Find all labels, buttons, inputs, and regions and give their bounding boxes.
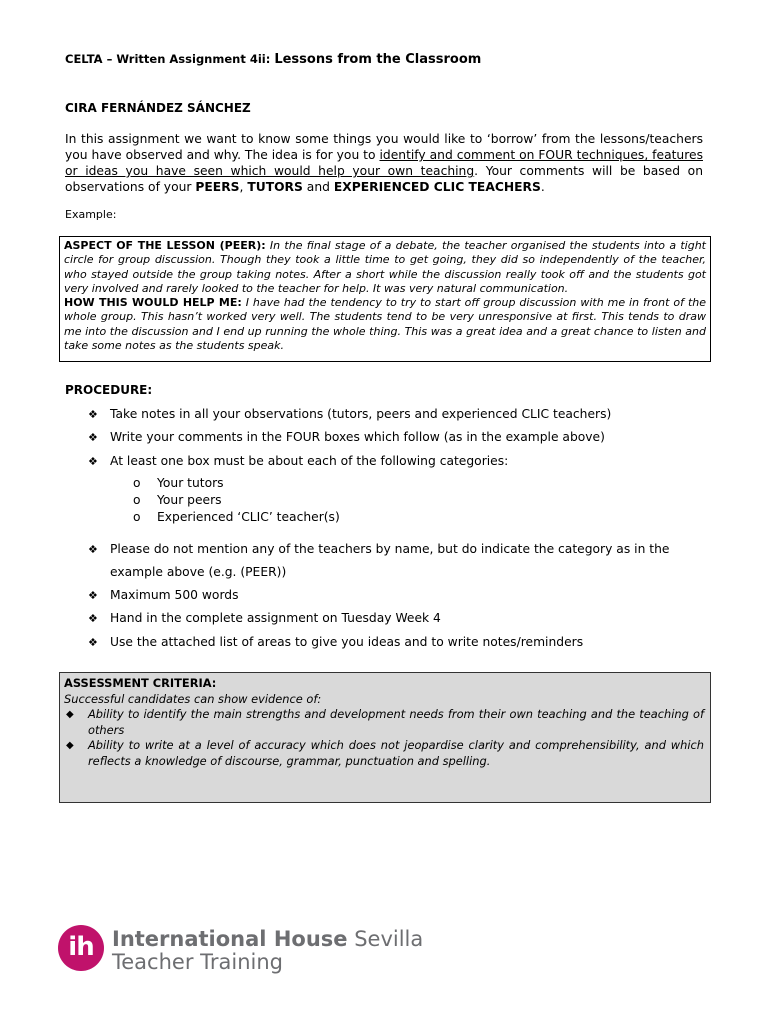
aspect-label: ASPECT OF THE LESSON (PEER):: [64, 239, 266, 252]
sub-list-item-text: Your peers: [157, 493, 222, 507]
title-subtitle: Lessons from the Classroom: [274, 52, 482, 67]
list-item-text: Maximum 500 words: [110, 588, 239, 602]
circle-bullet-icon: o: [133, 510, 141, 524]
author-name: CIRA FERNÁNDEZ SÁNCHEZ: [65, 101, 251, 115]
sub-list-item: [133, 476, 224, 490]
logo-brand: International House: [112, 927, 348, 951]
intro-and: and: [302, 180, 334, 194]
diamond-bullet-icon: ❖: [88, 612, 98, 625]
intro-paragraph: [65, 131, 703, 195]
circle-bullet-icon: o: [133, 493, 141, 507]
intro-clic: EXPERIENCED CLIC TEACHERS: [333, 180, 541, 194]
assessment-box: [59, 672, 711, 803]
criteria-item: [64, 738, 704, 769]
logo-line-1: [112, 927, 423, 951]
list-item: [88, 538, 708, 584]
intro-text-1: In this assignment we want to know some things you would like to ‘borrow’ from the lessons/teachers you have observed and why. The idea is for you to: [65, 132, 703, 162]
assessment-title: ASSESSMENT CRITERIA:: [64, 676, 217, 690]
example-aspect: [64, 239, 706, 296]
diamond-bullet-icon: ❖: [88, 455, 98, 468]
circle-bullet-icon: o: [133, 476, 141, 490]
diamond-bullet-icon: ❖: [88, 408, 98, 421]
sub-list-item: [133, 493, 222, 507]
sub-list-item-text: Experienced ‘CLIC’ teacher(s): [157, 510, 340, 524]
intro-comma: ,: [239, 180, 248, 194]
page-title: [65, 52, 481, 67]
list-item-text: Hand in the complete assignment on Tuesday Week 4: [110, 611, 441, 625]
intro-tutors: TUTORS: [247, 180, 303, 194]
criteria-text: Ability to identify the main strengths and development needs from their own teaching and the teaching of others: [88, 707, 704, 737]
list-item-text: Please do not mention any of the teachers by name, but do indicate the category as in the example above (e.g. (PEER)): [110, 542, 670, 579]
title-prefix: CELTA – Written Assignment 4ii:: [65, 52, 275, 66]
example-label: Example:: [65, 208, 117, 221]
example-help: [64, 296, 706, 353]
list-item-text: Use the attached list of areas to give you ideas and to write notes/reminders: [110, 635, 584, 649]
intro-end: .: [540, 180, 545, 194]
list-item-text: At least one box must be about each of the following categories:: [110, 454, 509, 468]
diamond-bullet-icon: ❖: [88, 589, 98, 602]
diamond-bullet-icon: ❖: [88, 431, 98, 444]
list-item: [88, 607, 708, 630]
procedure-title: PROCEDURE:: [65, 383, 153, 397]
intro-text-2: . Your comments will be based on observations of your: [65, 164, 703, 194]
assessment-intro: Successful candidates can show evidence of:: [64, 691, 322, 706]
aspect-text: In the final stage of a debate, the teacher organised the students into a tight circle for group discussion. Though they took a little time to get going, they did so independently of the teacher, who stayed outside the group taking notes. After a short while the discussion really took off and the students got very involved and rarely looked to the teacher for help. It was very natural communication.: [64, 239, 706, 295]
sub-list-item-text: Your tutors: [157, 476, 224, 490]
list-item: [88, 631, 708, 654]
logo-city: Sevilla: [347, 927, 424, 951]
diamond-bullet-icon: ◆: [66, 740, 74, 752]
list-item: [88, 450, 708, 473]
example-box: [59, 236, 711, 362]
sub-list-item: [133, 510, 340, 524]
assessment-content: [64, 676, 704, 770]
logo-line-2: Teacher Training: [112, 950, 283, 974]
intro-peers: PEERS: [195, 180, 240, 194]
diamond-bullet-icon: ❖: [88, 543, 98, 556]
list-item-text: Take notes in all your observations (tutors, peers and experienced CLIC teachers): [110, 407, 612, 421]
list-item-text: Write your comments in the FOUR boxes which follow (as in the example above): [110, 430, 605, 444]
help-label: HOW THIS WOULD HELP ME:: [64, 296, 242, 310]
diamond-bullet-icon: ◆: [66, 709, 74, 721]
list-item: [88, 584, 708, 607]
list-item: [88, 426, 708, 449]
intro-underlined: identify and comment on FOUR techniques, features or ideas you have seen which would help your own teaching: [65, 148, 703, 178]
help-text: I have had the tendency to try to start off group discussion with me in front of the whole group. This hasn’t worked very well. The students tend to be very unresponsive at first. This tends to draw me into the discussion and I end up running the whole thing. This was a great idea and a great chance to listen and take some notes as the students speak.: [64, 296, 706, 353]
ih-logo-icon: ih: [58, 925, 104, 971]
diamond-bullet-icon: ❖: [88, 636, 98, 649]
criteria-item: [64, 707, 704, 738]
list-item: [88, 403, 708, 426]
criteria-text: Ability to write at a level of accuracy which does not jeopardise clarity and comprehensibility, and which reflects a knowledge of discourse, grammar, punctuation and spelling.: [88, 738, 704, 768]
ih-logo: [58, 925, 424, 975]
